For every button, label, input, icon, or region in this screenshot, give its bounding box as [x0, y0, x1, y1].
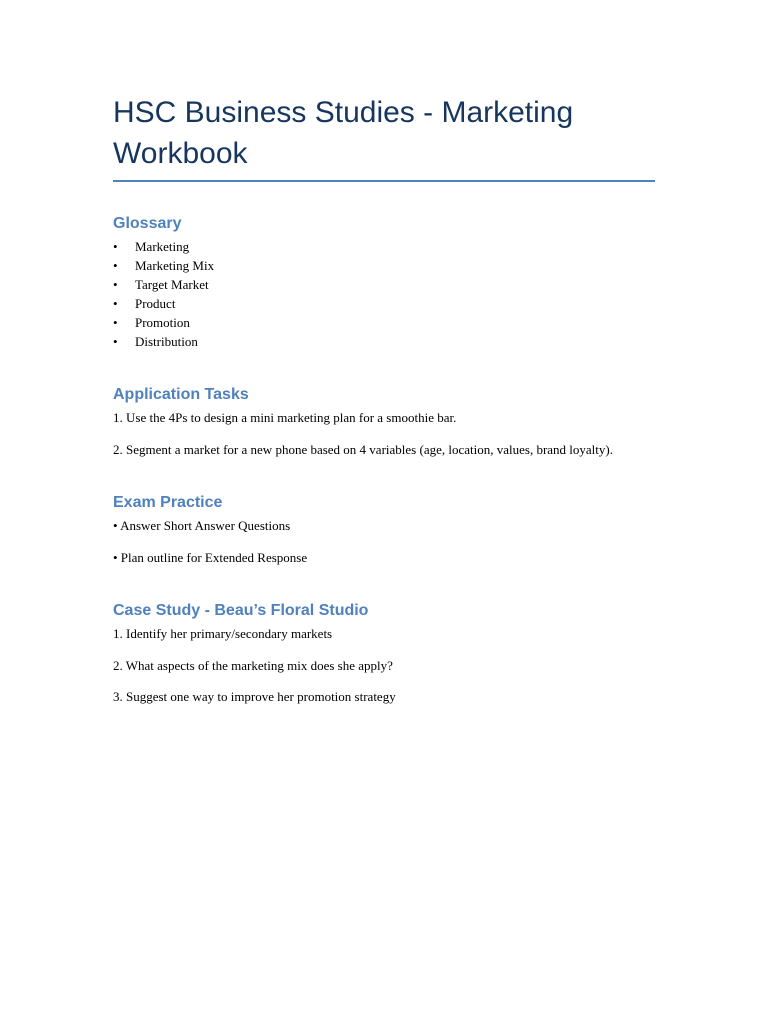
- document-page: [113, 92, 655, 707]
- case-study-question-3: 3. Suggest one way to improve her promotion strategy: [113, 689, 396, 704]
- glossary-item: • Target Market: [113, 277, 209, 292]
- exam-practice-item-2: • Plan outline for Extended Response: [113, 549, 308, 565]
- bullet-icon: •: [113, 258, 118, 273]
- glossary-item: • Marketing: [113, 239, 190, 254]
- glossary-list: [113, 237, 655, 351]
- bullet-icon: •: [113, 296, 118, 311]
- document-title: HSC Business Studies - Marketing Workbook: [113, 96, 574, 170]
- glossary-heading: Glossary: [113, 215, 182, 232]
- application-tasks-heading: Application Tasks: [113, 386, 249, 403]
- case-study-heading: Case Study - Beau’s Floral Studio: [113, 602, 369, 619]
- bullet-icon: •: [113, 277, 118, 292]
- exam-practice-item-1: • Answer Short Answer Questions: [113, 518, 291, 533]
- glossary-item: • Product: [113, 296, 176, 311]
- bullet-icon: •: [113, 239, 118, 254]
- title-underline: [113, 180, 655, 182]
- application-task-2: 2. Segment a market for a new phone based on 4 variables (age, location, values, brand loyalty).: [113, 441, 613, 457]
- glossary-item: • Distribution: [113, 334, 198, 349]
- bullet-icon: •: [113, 315, 118, 330]
- bullet-icon: •: [113, 334, 118, 349]
- application-task-1: 1. Use the 4Ps to design a mini marketing plan for a smoothie bar.: [113, 410, 457, 425]
- exam-practice-heading: Exam Practice: [113, 494, 223, 511]
- glossary-item: • Promotion: [113, 315, 190, 330]
- case-study-question-1: 1. Identify her primary/secondary markets: [113, 626, 333, 641]
- glossary-item: • Marketing Mix: [113, 258, 215, 273]
- case-study-question-2: 2. What aspects of the marketing mix does she apply?: [113, 657, 393, 673]
